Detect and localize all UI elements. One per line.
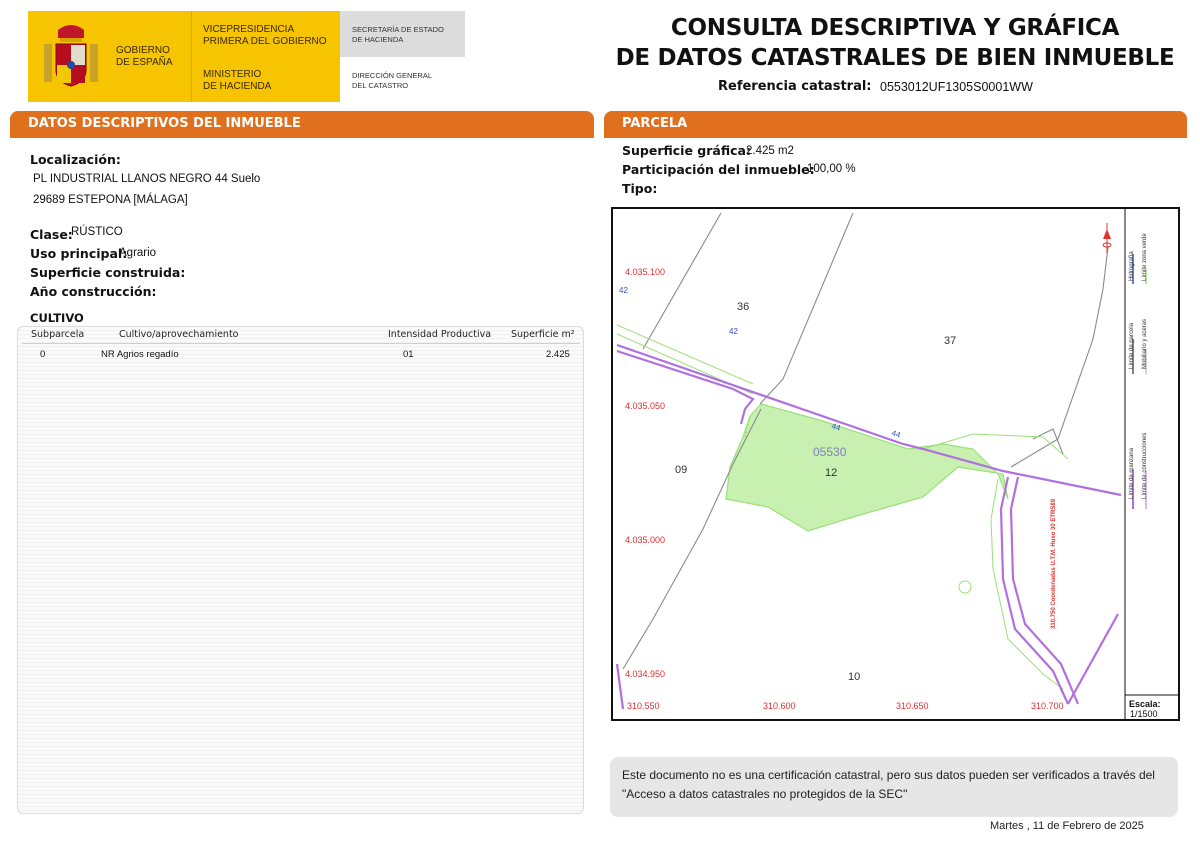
y-tick-label: 4.034.950	[625, 669, 666, 679]
x-tick-label: 310.650	[896, 701, 929, 711]
col-subparcela: Subparcela	[31, 329, 85, 340]
secretaria-text: SECRETARÍA DE ESTADO DE HACIENDA	[352, 25, 444, 44]
legend-mobiliario: Mobiliario y aceras	[1142, 318, 1148, 369]
clase-label: Clase:	[30, 227, 73, 242]
manzana-boundaries	[617, 345, 1121, 709]
legend-hidrografia: Hidrografía	[1129, 251, 1135, 281]
superficie-grafica-value: 2.425 m2	[746, 145, 794, 157]
direccion-general-text: DIRECCIÓN GENERAL DEL CATASTRO	[352, 71, 433, 90]
table-header-divider	[22, 343, 580, 344]
parcel-label: 09	[675, 464, 688, 476]
svg-text:44: 44	[830, 421, 842, 433]
parcela-section-header: PARCELA	[604, 111, 1187, 137]
cultivo-table	[17, 326, 584, 814]
disclaimer-notice: Este documento no es una certificación catastral, pero sus datos pueden ser verificados a través del "Acceso a datos catastrales no protegidos de la SEC"	[610, 757, 1178, 817]
parcel-label: 12	[825, 467, 838, 479]
svg-text:42: 42	[729, 327, 738, 336]
section-divider	[604, 136, 1187, 138]
descriptive-section-header: DATOS DESCRIPTIVOS DEL INMUEBLE	[10, 111, 594, 137]
legend-zona-verde: Límite zona verde	[1142, 233, 1148, 281]
cultivo-title: CULTIVO	[30, 311, 84, 325]
legend-manzana: Límite de manzana	[1129, 447, 1135, 499]
legend-construcciones: Límite de construcciones	[1142, 432, 1148, 499]
gobierno-text: GOBIERNO DE ESPAÑA	[116, 45, 173, 68]
cell-intensidad: 01	[403, 349, 414, 360]
tipo-label: Tipo:	[622, 181, 658, 196]
section-divider	[10, 136, 594, 138]
parcel-label: 10	[848, 671, 861, 683]
superficie-grafica-label: Superficie gráfica:	[622, 143, 751, 158]
x-tick-label: 310.700	[1031, 701, 1064, 711]
superficie-construida-label: Superficie construida:	[30, 265, 186, 280]
uso-label: Uso principal:	[30, 246, 128, 261]
clase-value: RÚSTICO	[71, 226, 123, 238]
vicepresidencia-text: VICEPRESIDENCIA PRIMERA DEL GOBIERNO	[203, 24, 327, 47]
parcel-05530-fill	[726, 404, 1008, 531]
anio-construccion-label: Año construcción:	[30, 284, 157, 299]
legend-coords: 310.750 Coordenadas U.T.M. Huso 30 ETRS89	[1051, 498, 1057, 629]
col-cultivo: Cultivo/aprovechamiento	[119, 329, 239, 340]
y-tick-label: 4.035.050	[625, 401, 666, 411]
scale-label: Escala:	[1129, 699, 1161, 709]
scale-value: 1/1500	[1130, 709, 1158, 719]
parcel-code: 05530	[813, 445, 847, 459]
legend-parcela: Límite de parcela	[1129, 322, 1135, 369]
participacion-value: 100,00 %	[807, 163, 856, 175]
col-superficie: Superficie m²	[511, 329, 575, 340]
ref-value: 0553012UF1305S0001WW	[880, 80, 1033, 94]
coat-of-arms-icon	[38, 20, 104, 92]
svg-text:44: 44	[890, 428, 902, 440]
uso-value: Agrario	[119, 247, 157, 259]
x-tick-label: 310.600	[763, 701, 796, 711]
ministerio-text: MINISTERIO DE HACIENDA	[203, 69, 272, 92]
cell-cultivo: NR Agrios regadío	[101, 349, 179, 360]
y-tick-label: 4.035.100	[625, 267, 666, 277]
cadastral-map[interactable]	[611, 207, 1180, 721]
document-date: Martes , 11 de Febrero de 2025	[990, 820, 1144, 832]
x-tick-label: 310.550	[627, 701, 660, 711]
north-arrow-icon	[1103, 223, 1111, 253]
address-line2: 29689 ESTEPONA [MÁLAGA]	[33, 194, 188, 206]
ref-label: Referencia catastral:	[718, 79, 872, 94]
address-line1: PL INDUSTRIAL LLANOS NEGRO 44 Suelo	[33, 173, 261, 185]
document-title: CONSULTA DESCRIPTIVA Y GRÁFICA DE DATOS CATASTRALES DE BIEN INMUEBLE	[615, 15, 1175, 71]
cell-subparcela: 0	[40, 349, 46, 360]
y-tick-label: 4.035.000	[625, 535, 666, 545]
col-intensidad: Intensidad Productiva	[388, 329, 492, 340]
svg-text:42: 42	[619, 286, 628, 295]
participacion-label: Participación del inmueble:	[622, 162, 815, 177]
map-canvas	[613, 209, 1178, 719]
parcel-label: 36	[737, 301, 750, 313]
cell-superficie: 2.425	[546, 349, 570, 360]
logo-divider	[191, 11, 192, 102]
localizacion-label: Localización:	[30, 152, 121, 167]
parcel-label: 37	[944, 335, 957, 347]
